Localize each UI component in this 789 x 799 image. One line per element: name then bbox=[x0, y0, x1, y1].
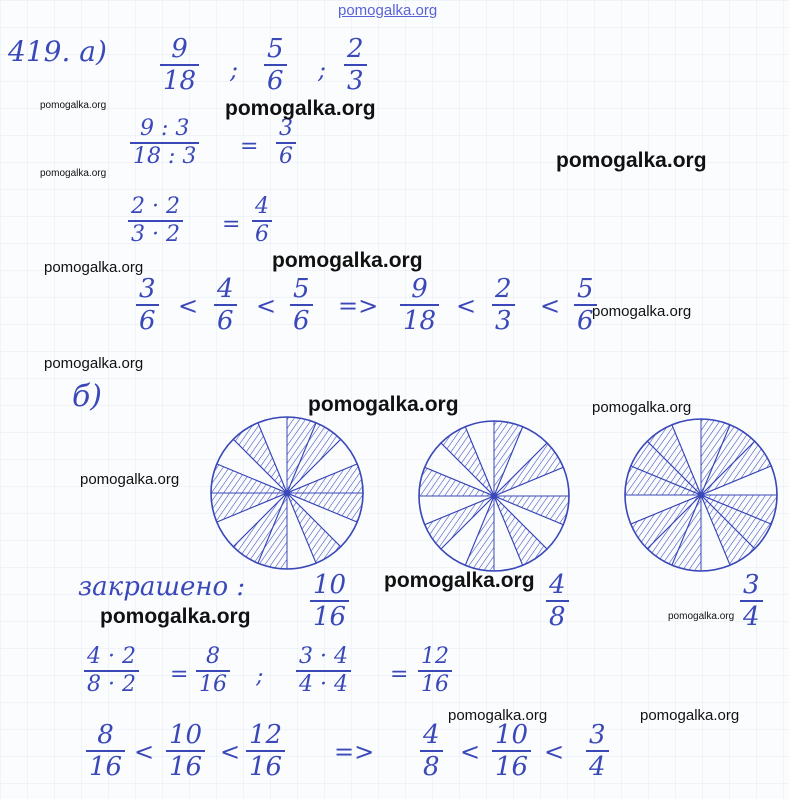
compare-fraction: 4 6 bbox=[214, 276, 237, 334]
implies-arrow: => bbox=[338, 292, 379, 320]
less-than-sign: < bbox=[540, 292, 561, 320]
compare-fraction: 3 4 bbox=[586, 722, 609, 780]
watermark: pomogalka.org bbox=[592, 399, 692, 416]
watermark: pomogalka.org bbox=[384, 569, 535, 592]
reduce-fraction-left: 9 : 3 18 : 3 bbox=[130, 118, 199, 168]
compare-fraction: 5 6 bbox=[574, 276, 597, 334]
separator: ; bbox=[318, 56, 327, 84]
less-than-sign: < bbox=[456, 292, 477, 320]
compare-fraction: 10 16 bbox=[166, 722, 205, 780]
compare-fraction: 12 16 bbox=[246, 722, 285, 780]
watermark: pomogalka.org bbox=[225, 97, 376, 120]
compare-fraction: 3 6 bbox=[136, 276, 159, 334]
compare-fraction: 4 8 bbox=[420, 722, 443, 780]
watermark: pomogalka.org bbox=[40, 168, 107, 179]
separator: ; bbox=[256, 664, 264, 689]
part-b-label: б) bbox=[72, 379, 103, 414]
separator: ; bbox=[230, 56, 239, 84]
task-fraction-1: 9 18 bbox=[160, 36, 199, 94]
watermark: pomogalka.org bbox=[44, 259, 144, 276]
equals-sign: = bbox=[240, 134, 259, 159]
less-than-sign: < bbox=[460, 738, 481, 766]
reduce-fraction-result: 3 6 bbox=[276, 118, 296, 168]
watermark: pomogalka.org bbox=[592, 303, 692, 320]
shaded-label: закрашено : bbox=[78, 572, 246, 602]
less-than-sign: < bbox=[256, 292, 277, 320]
task-fraction-3: 2 3 bbox=[344, 36, 367, 94]
fraction-circle-3 bbox=[624, 418, 778, 572]
compare-fraction: 5 6 bbox=[290, 276, 313, 334]
watermark: pomogalka.org bbox=[272, 249, 423, 272]
watermark: pomogalka.org bbox=[80, 471, 180, 488]
expand-fraction-left: 4 · 2 8 · 2 bbox=[84, 646, 139, 696]
expand-fraction-result: 8 16 bbox=[196, 646, 230, 696]
compare-fraction: 9 18 bbox=[400, 276, 439, 334]
watermark: pomogalka.org bbox=[448, 707, 548, 724]
shaded-fraction-2: 4 8 bbox=[546, 572, 569, 630]
shaded-fraction-3: 3 4 bbox=[740, 572, 763, 630]
watermark: pomogalka.org bbox=[668, 611, 735, 622]
less-than-sign: < bbox=[134, 738, 155, 766]
equals-sign: = bbox=[170, 662, 189, 687]
shaded-fraction-1: 10 16 bbox=[310, 572, 349, 630]
watermark: pomogalka.org bbox=[40, 100, 107, 111]
watermark: pomogalka.org bbox=[100, 605, 251, 628]
fraction-circle-1 bbox=[210, 416, 364, 570]
expand-fraction-result: 12 16 bbox=[418, 646, 452, 696]
watermark-top: pomogalka.org bbox=[338, 2, 438, 19]
watermark: pomogalka.org bbox=[308, 393, 459, 416]
less-than-sign: < bbox=[544, 738, 565, 766]
equals-sign: = bbox=[222, 212, 241, 237]
expand-fraction-result: 4 6 bbox=[252, 196, 272, 246]
expand-fraction-left: 3 · 4 4 · 4 bbox=[296, 646, 351, 696]
compare-fraction: 2 3 bbox=[492, 276, 515, 334]
compare-fraction: 8 16 bbox=[86, 722, 125, 780]
expand-fraction-left: 2 · 2 3 · 2 bbox=[128, 196, 183, 246]
watermark: pomogalka.org bbox=[640, 707, 740, 724]
task-number-label: 419. а) bbox=[8, 35, 107, 68]
task-fraction-2: 5 6 bbox=[264, 36, 287, 94]
less-than-sign: < bbox=[178, 292, 199, 320]
compare-fraction: 10 16 bbox=[492, 722, 531, 780]
watermark: pomogalka.org bbox=[44, 355, 144, 372]
watermark: pomogalka.org bbox=[556, 149, 707, 172]
implies-arrow: => bbox=[334, 738, 375, 766]
fraction-circle-2 bbox=[418, 420, 570, 572]
less-than-sign: < bbox=[220, 738, 241, 766]
equals-sign: = bbox=[390, 662, 409, 687]
